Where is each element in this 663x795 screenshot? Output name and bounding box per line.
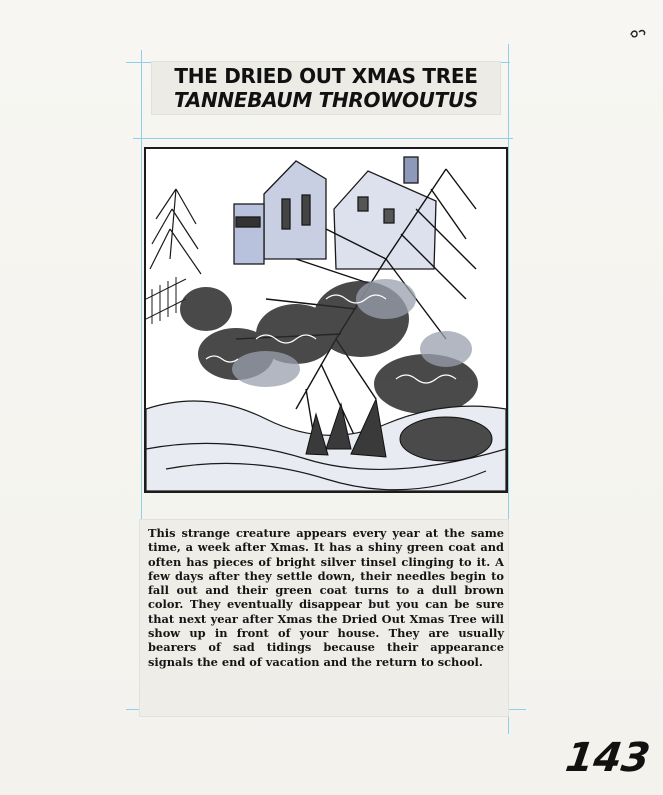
description-block xyxy=(140,520,508,716)
description-text: This strange creature appears every year at the same time, a week after Xmas. It has a shiny green coat and often has pieces of bright silver tinsel clinging to it. A few days after they settle down, their needles begin to fall out and their green coat turns to a dull brown color. They eventually disappear but you can be sure that next year after Xmas the Dried Out Xmas Tree will show up in front of your house. They are usually bearers of sad tidings because their appearance signals the end of vacation and the return to school. xyxy=(148,526,504,669)
page-subtitle: TANNEBAUM THROWOUTUS xyxy=(173,88,478,112)
page-number: 143 xyxy=(562,735,653,781)
guide-line-right xyxy=(508,44,509,734)
dried-tree-illustration xyxy=(146,149,506,491)
guide-line-mid xyxy=(133,138,513,139)
illustration-panel xyxy=(144,147,508,493)
corner-doodle-icon xyxy=(628,26,648,42)
page-title: THE DRIED OUT XMAS TREE xyxy=(174,64,478,88)
title-block xyxy=(152,62,500,114)
